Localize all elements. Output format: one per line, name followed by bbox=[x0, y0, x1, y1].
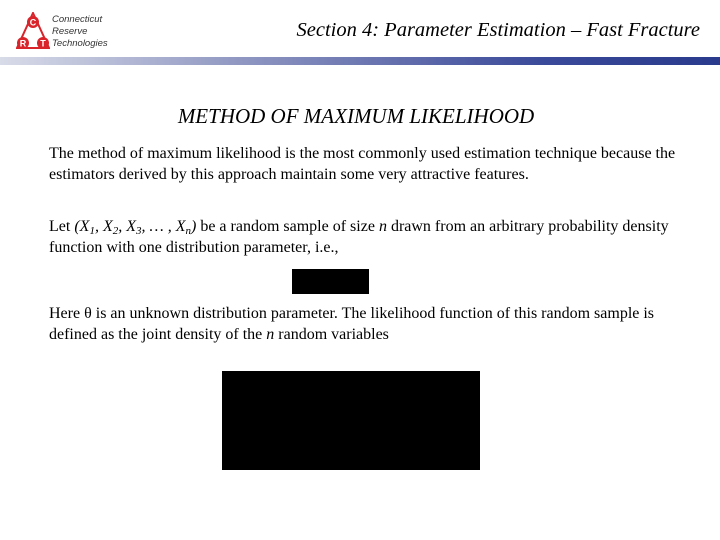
p2-mid2: drawn from an arbitrary probability density function with one distribution parameter, i.e., bbox=[49, 218, 669, 256]
sample-variables: ($X_1$, $X_2$, $X_3$, … , $X_n$) bbox=[74, 218, 197, 237]
logo-line-2: Reserve bbox=[52, 26, 88, 37]
logo-letter-t: T bbox=[40, 38, 46, 49]
p2-lead: Let bbox=[49, 218, 75, 235]
paragraph-intro: The method of maximum likelihood is the most commonly used estimation technique because the estimators derived by this approach maintain some very attractive features. bbox=[49, 145, 676, 183]
p3-text2: random variables bbox=[274, 326, 389, 343]
slide-title: METHOD OF MAXIMUM LIKELIHOOD bbox=[177, 104, 535, 128]
likelihood-equation-image bbox=[222, 371, 480, 470]
logo-letter-c: C bbox=[29, 17, 37, 28]
logo-wordmark bbox=[52, 14, 108, 50]
sample-size-n: n bbox=[378, 218, 387, 235]
logo-line-3: Technologies bbox=[52, 38, 108, 49]
logo-letter-r: R bbox=[19, 38, 27, 49]
section-header-title: Section 4: Parameter Estimation – Fast Fracture bbox=[296, 19, 700, 41]
pdf-equation-image bbox=[292, 269, 369, 294]
p3-text1: Here θ is an unknown distribution parameter. The likelihood function of this random sample is defined as the joint density of the bbox=[49, 305, 655, 343]
header-gradient-bar bbox=[0, 57, 720, 65]
crt-triangle-logo-icon bbox=[16, 12, 50, 52]
company-logo bbox=[16, 12, 126, 56]
paragraph-random-sample bbox=[49, 216, 699, 258]
logo-line-1: Connecticut bbox=[52, 14, 103, 25]
paragraph-likelihood bbox=[49, 303, 699, 345]
p2-mid1: be a random sample of size bbox=[196, 218, 379, 235]
random-variable-count-n: n bbox=[266, 326, 275, 343]
